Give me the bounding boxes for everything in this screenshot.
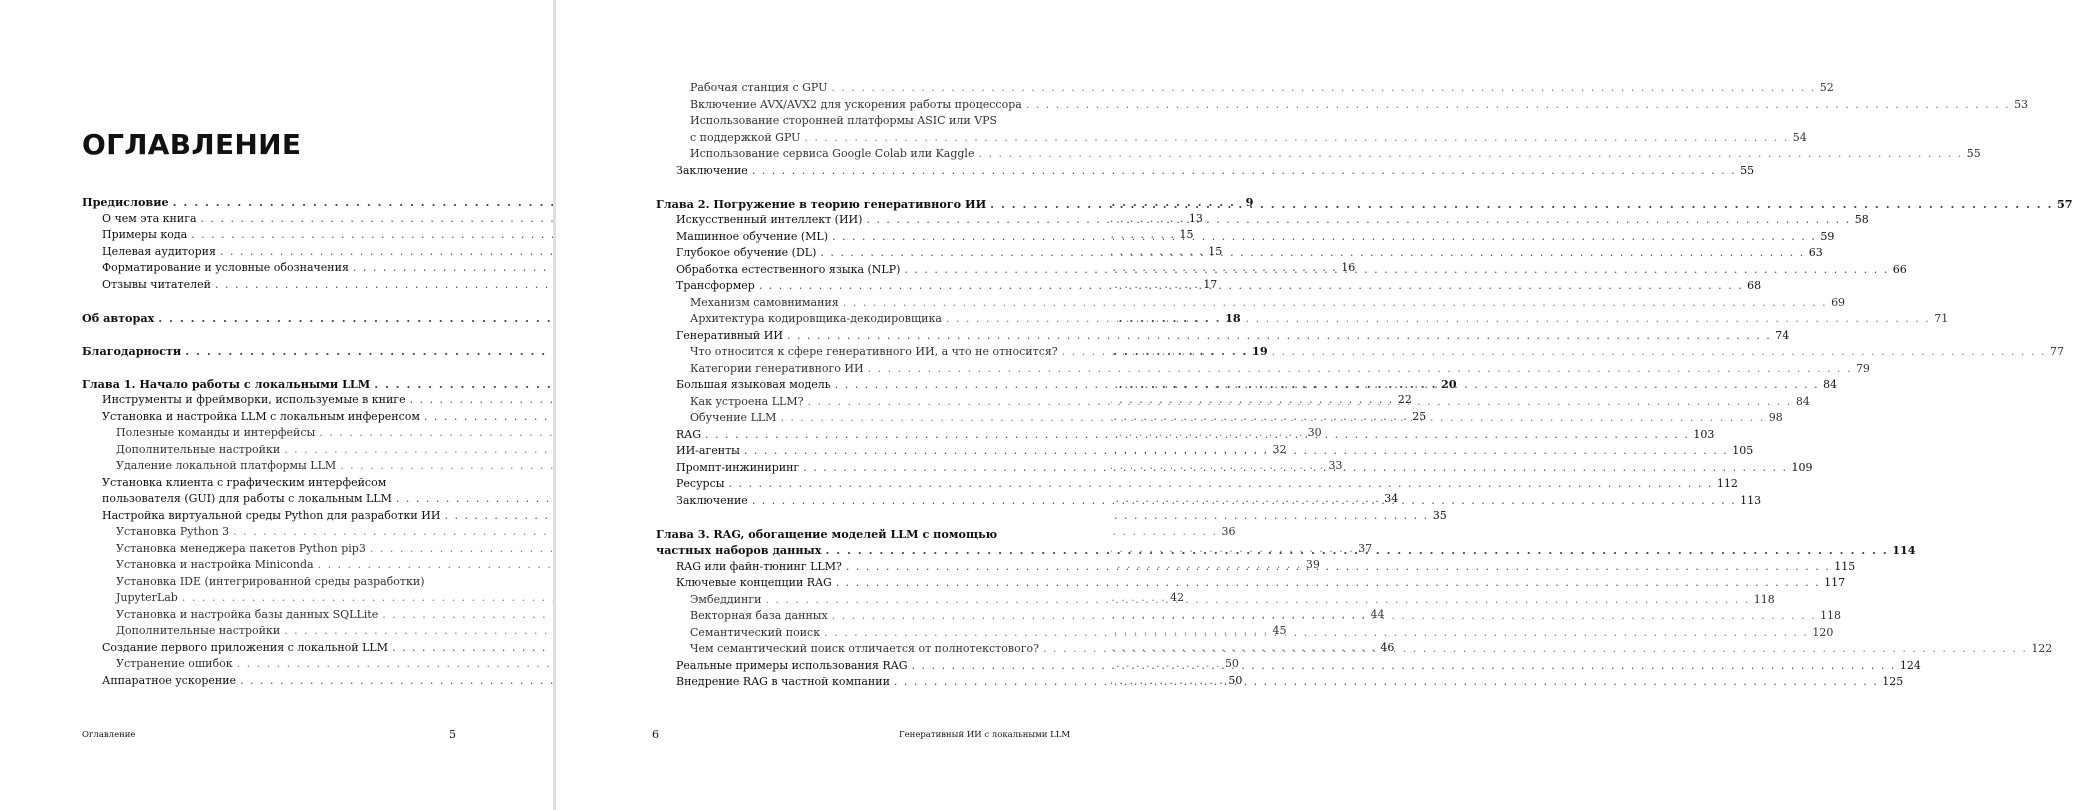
toc-entry-title: Установка клиента с графическим интерфейсом — [102, 475, 387, 489]
toc-entry[interactable] — [656, 476, 1738, 493]
toc-entry-page: 13 — [1188, 211, 1203, 225]
toc-entry-page: 50 — [1224, 657, 1239, 670]
toc-dot-leader — [759, 278, 1743, 295]
toc-entry-title: Механизм самовнимания — [690, 295, 839, 309]
toc-dot-leader — [780, 410, 1764, 427]
toc-entry-title: Использование сервиса Google Colab или Kaggle — [690, 147, 975, 160]
toc-entry-title: Глубокое обучение (DL) — [676, 246, 817, 259]
toc-entry-page: 69 — [1831, 295, 1846, 309]
toc-entry-page: 34 — [1384, 492, 1399, 505]
toc-entry-title: Искусственный интеллект (ИИ) — [676, 213, 863, 226]
toc-entry-page: 53 — [2014, 97, 2029, 111]
toc-entry[interactable] — [656, 146, 1981, 163]
toc-entry-title: Создание первого приложения с локальной LLM — [102, 640, 388, 654]
toc-entry-title: Целевая аудитория — [102, 244, 216, 258]
toc-dot-leader — [820, 245, 1804, 262]
toc-entry-title: Инструменты и фреймворки, используемые в книге — [102, 393, 406, 406]
toc-entry-title: Эмбеддинги — [690, 592, 762, 606]
toc-dot-leader — [946, 311, 1930, 328]
toc-dot-leader — [729, 476, 1713, 493]
toc-entry-page: 103 — [1693, 427, 1715, 441]
toc-entry[interactable] — [656, 80, 1834, 97]
toc-entry-page: 71 — [1934, 312, 1949, 325]
toc-entry-page: 117 — [1824, 576, 1846, 589]
page-number-right: 6 — [652, 728, 659, 741]
toc-entry-page: 30 — [1307, 426, 1322, 439]
toc-entry-page: 19 — [1252, 343, 1268, 358]
toc-entry-page: 63 — [1808, 246, 1823, 259]
toc-entry-page: 18 — [1225, 310, 1241, 325]
toc-entry-page: 44 — [1370, 607, 1385, 621]
toc-dot-leader — [831, 80, 1815, 97]
toc-entry-page: 46 — [1380, 640, 1395, 654]
toc-entry-title: Категории генеративного ИИ — [690, 361, 864, 375]
toc-entry-page: 15 — [1179, 228, 1194, 241]
toc-entry-page: 58 — [1854, 213, 1869, 226]
toc-dot-leader — [752, 493, 1736, 510]
toc-dot-leader — [990, 196, 2053, 213]
toc-entry-title: Рабочая станция с GPU — [690, 81, 828, 94]
toc-entry-page: 124 — [1899, 658, 1921, 672]
toc-dot-leader — [978, 146, 1962, 163]
toc-dot-leader — [832, 229, 1816, 246]
toc-entry-page: 114 — [1892, 543, 1916, 557]
toc-entry-page: 66 — [1892, 262, 1907, 276]
toc-dot-leader — [825, 542, 1888, 559]
toc-entry-title: Установка и настройка Miniconda — [116, 558, 314, 571]
toc-entry-page: 59 — [1820, 229, 1835, 243]
toc-entry-title: Предисловие — [82, 195, 169, 209]
running-footer-right: Генеративный ИИ с локальными LLM — [899, 730, 1071, 740]
toc-entry-title: Ключевые концепции RAG — [676, 576, 832, 589]
toc-entry-page: 77 — [2050, 345, 2065, 358]
toc-entry-title: Обработка естественного языка (NLP) — [676, 262, 901, 276]
toc-entry-title: Включение AVX/AVX2 для ускорения работы процессора — [690, 97, 1022, 111]
toc-entry-title: Семантический поиск — [690, 625, 821, 639]
toc-dot-leader — [836, 575, 1820, 592]
toc-entry[interactable] — [82, 508, 1447, 525]
toc-entry-title: Полезные команды и интерфейсы — [116, 426, 316, 439]
toc-entry-title: пользователя (GUI) для работы с локальным LLM — [102, 492, 392, 505]
toc-entry-page: 68 — [1747, 279, 1762, 292]
toc-entry-title: Заключение — [676, 493, 748, 507]
toc-entry-title: Заключение — [676, 163, 748, 177]
toc-entry-title: Дополнительные настройки — [116, 442, 281, 456]
toc-entry-page: 109 — [1791, 460, 1813, 474]
toc-entry-page: 52 — [1819, 81, 1834, 94]
toc-dot-leader — [843, 295, 1827, 312]
toc-entry-title: Устранение ошибок — [116, 657, 233, 670]
toc-entry-page: 50 — [1228, 673, 1243, 687]
toc-dot-leader — [808, 394, 1792, 411]
toc-entry-title: Аппаратное ускорение — [102, 673, 237, 687]
toc-entry[interactable] — [656, 328, 1790, 345]
toc-entry-page: 20 — [1440, 376, 1457, 391]
toc-dot-leader — [824, 625, 1808, 642]
toc-entry-page: 105 — [1732, 444, 1754, 457]
toc-entry-title: О чем эта книга — [102, 211, 197, 225]
toc-entry-page: 17 — [1203, 277, 1218, 291]
toc-entry-title: ИИ-агенты — [676, 444, 740, 457]
toc-entry-page: 33 — [1328, 459, 1343, 472]
toc-entry[interactable] — [656, 526, 1031, 543]
toc-dot-leader — [1062, 344, 2046, 361]
toc-entry-title: Установка Python 3 — [116, 525, 230, 538]
toc-entry-title: Настройка виртуальной среды Python для разработки ИИ — [102, 508, 441, 522]
toc-dot-leader — [912, 658, 1896, 675]
toc-entry-page: 120 — [1812, 625, 1834, 639]
toc-entry[interactable] — [656, 97, 2029, 114]
toc-entry-title: Примеры кода — [102, 228, 188, 241]
toc-entry-title: Установка менеджера пакетов Python pip3 — [116, 541, 366, 555]
toc-dot-leader — [866, 212, 1850, 229]
toc-entry-title: с поддержкой GPU — [690, 130, 801, 144]
toc-entry-page: 112 — [1716, 477, 1738, 490]
toc-entry-title: Архитектура кодировщика-декодировщика — [690, 312, 942, 325]
toc-entry-title: Удаление локальной платформы LLM — [116, 459, 337, 472]
toc-entry-page: 55 — [1740, 163, 1755, 177]
toc-entry-title: RAG — [676, 427, 702, 441]
toc-entry-page: 98 — [1768, 411, 1783, 424]
toc-entry-title: Использование сторонней платформы ASIC или VPS — [690, 114, 998, 127]
toc-entry-page: 84 — [1795, 394, 1810, 408]
toc-entry-page: 42 — [1170, 591, 1185, 604]
toc-entry-page: 74 — [1775, 328, 1790, 342]
toc-entry-title: Установка и настройка LLM с локальным инференсом — [102, 409, 420, 423]
toc-dot-leader — [804, 130, 1788, 147]
toc-entry[interactable] — [82, 475, 455, 492]
toc-entry-page: 57 — [2056, 196, 2073, 211]
toc-entry-page: 25 — [1412, 409, 1427, 423]
toc-entry[interactable] — [656, 163, 1755, 180]
toc-entry-title: JupyterLab — [116, 591, 178, 604]
toc-entry-page: 84 — [1823, 378, 1838, 391]
toc-entry-page: 15 — [1208, 244, 1223, 258]
toc-entry-title: Ресурсы — [676, 477, 725, 490]
toc-entry-title: RAG или файн-тюнинг LLM? — [676, 559, 842, 573]
toc-entry-title: Трансформер — [676, 279, 755, 292]
toc-entry-title: Промпт-инжиниринг — [676, 460, 800, 474]
toc-entry-title: Отзывы читателей — [102, 277, 211, 291]
toc-entry-title: Обучение LLM — [690, 411, 777, 424]
toc-entry[interactable] — [656, 295, 1846, 312]
running-footer-left: Оглавление — [82, 730, 136, 740]
toc-entry-title: Об авторах — [82, 310, 155, 325]
toc-entry-title: Дополнительные настройки — [116, 624, 281, 637]
toc-entry-page: 118 — [1753, 592, 1775, 606]
toc-entry-page: 113 — [1740, 493, 1762, 507]
toc-entry-title: Векторная база данных — [690, 609, 828, 622]
toc-entry-title: Глава 3. RAG, обогащение моделей LLM с помощью — [656, 526, 998, 541]
toc-entry-title: Внедрение RAG в частной компании — [676, 675, 890, 688]
toc-dot-leader — [765, 592, 1749, 609]
toc-dot-leader — [835, 377, 1819, 394]
toc-entry-page: 9 — [1245, 195, 1254, 209]
toc-entry-title: Чем семантический поиск отличается от полнотекстового? — [690, 642, 1039, 655]
toc-dot-leader — [705, 427, 1689, 444]
toc-entry[interactable] — [656, 196, 2073, 213]
toc-entry-title: Благодарности — [82, 343, 182, 358]
toc-entry-page: 22 — [1397, 393, 1412, 406]
toc-entry-page: 125 — [1882, 675, 1904, 688]
toc-entry-title: Форматирование и условные обозначения — [102, 261, 349, 274]
toc-entry-title: частных наборов данных — [656, 543, 822, 557]
toc-entry-title: Реальные примеры использования RAG — [676, 658, 908, 672]
toc-entry-page: 55 — [1966, 147, 1981, 160]
page-number-left: 5 — [449, 728, 456, 741]
toc-entry-page: 36 — [1221, 525, 1236, 538]
toc-entry-page: 16 — [1341, 261, 1356, 274]
toc-dot-leader — [1026, 97, 2010, 114]
toc-entry-page: 122 — [2031, 642, 2053, 655]
toc-entry-title: Как устроена LLM? — [690, 394, 804, 408]
toc-entry-page: 35 — [1432, 508, 1447, 522]
toc-dot-leader — [744, 443, 1728, 460]
toc-entry[interactable] — [82, 574, 455, 591]
toc-entry-title: Генеративный ИИ — [676, 328, 783, 342]
toc-dot-leader — [752, 163, 1736, 180]
toc-entry-title: Большая языковая модель — [676, 378, 831, 391]
toc-dot-leader — [787, 328, 1771, 345]
toc-dot-leader — [868, 361, 1852, 378]
toc-dot-leader — [1043, 641, 2027, 658]
toc-entry-page: 45 — [1272, 624, 1287, 637]
toc-entry-page: 54 — [1792, 130, 1807, 144]
toc-dot-leader — [832, 608, 1816, 625]
toc-dot-leader — [904, 262, 1888, 279]
toc-entry-title: Глава 1. Начало работы с локальными LLM — [82, 376, 371, 391]
toc-entry-title: Установка IDE (интегрированной среды разработки) — [116, 574, 425, 588]
toc-entry[interactable] — [656, 113, 1031, 130]
toc-entry-page: 115 — [1834, 559, 1856, 573]
toc-entry[interactable] — [656, 130, 1807, 147]
toc-dot-leader — [846, 559, 1830, 576]
toc-entry-title: Машинное обучение (ML) — [676, 229, 828, 243]
toc-entry-title: Установка и настройка базы данных SQLLite — [116, 607, 379, 621]
page-title: ОГЛАВЛЕНИЕ — [82, 128, 302, 161]
toc-entry-page: 39 — [1305, 558, 1320, 571]
toc-entry-page: 79 — [1855, 361, 1870, 375]
toc-entry[interactable] — [656, 575, 1846, 592]
toc-entry-page: 32 — [1272, 442, 1287, 456]
toc-dot-leader — [894, 674, 1878, 691]
toc-entry-title: Глава 2. Погружение в теорию генеративного ИИ — [656, 196, 987, 211]
toc-entry[interactable] — [656, 361, 1870, 378]
toc-entry-title: Что относится к сфере генеративного ИИ, а что не относится? — [690, 345, 1058, 358]
toc-entry-page: 37 — [1358, 541, 1373, 555]
toc-dot-leader — [803, 460, 1787, 477]
toc-entry-page: 118 — [1820, 609, 1842, 622]
